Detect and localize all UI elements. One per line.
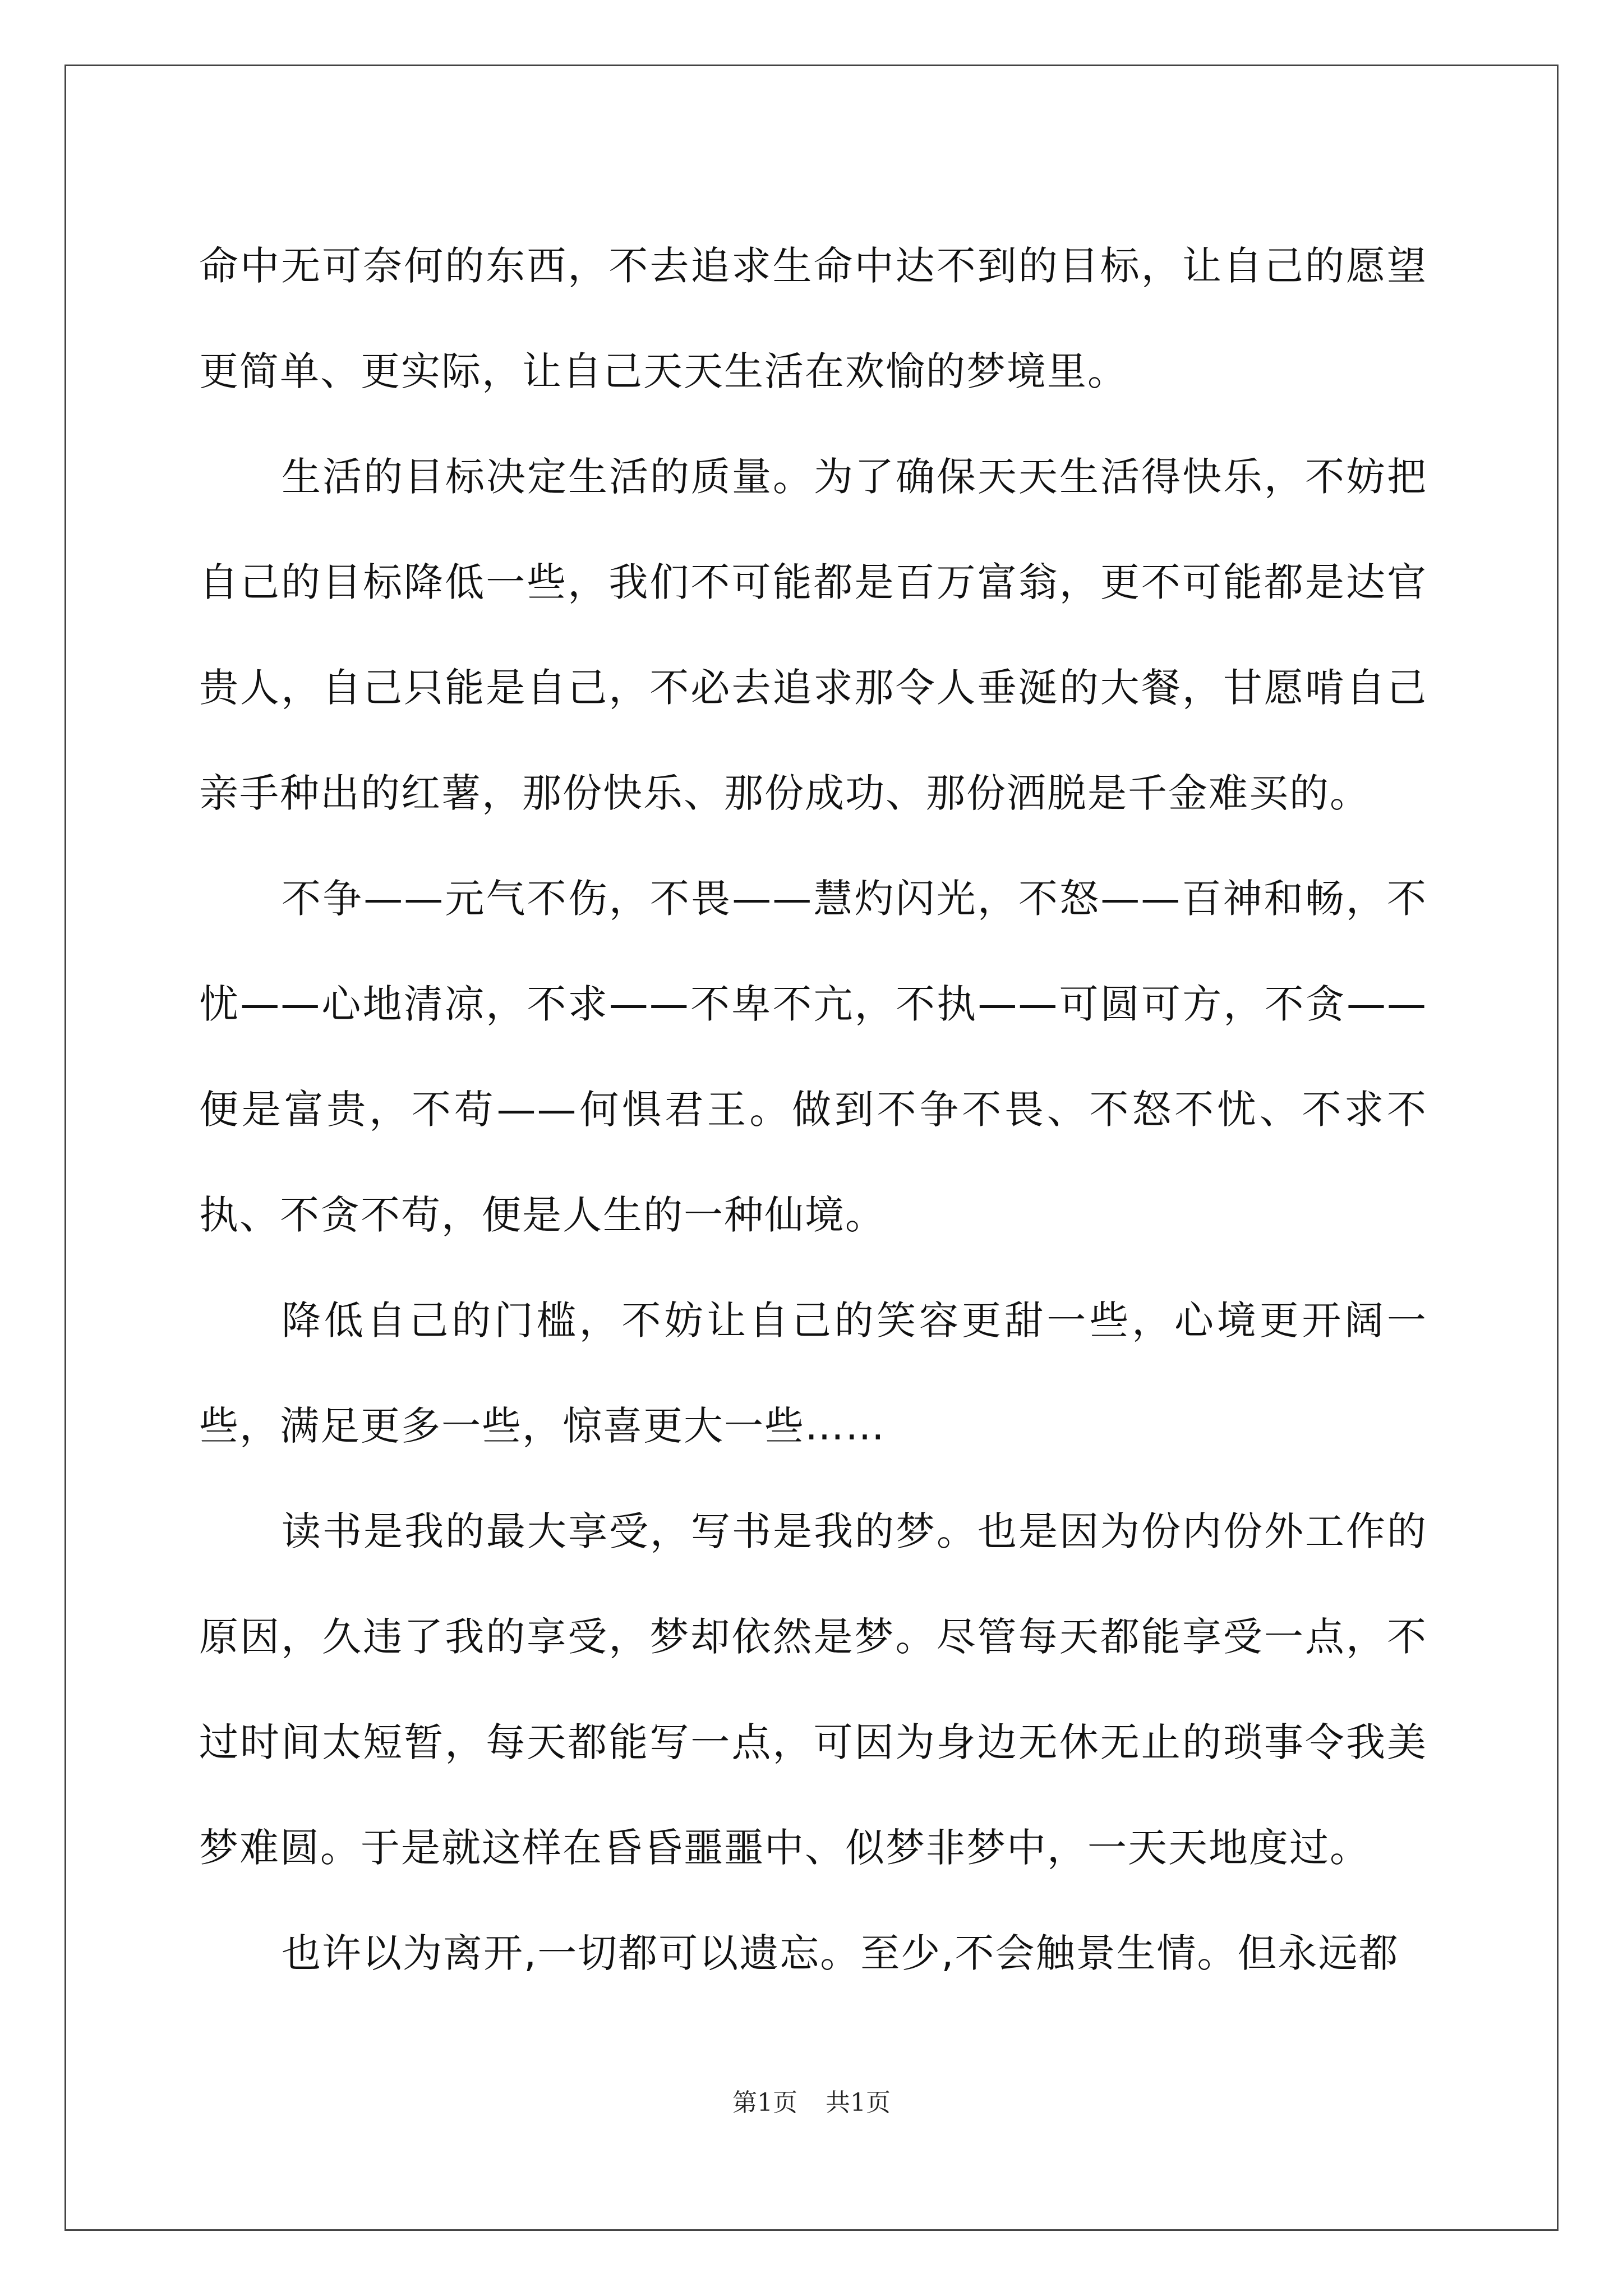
page-total: 共1页 (826, 2088, 891, 2117)
paragraph-6: 也许以为离开,一切都可以遗忘。至少,不会触景生情。但永远都 (282, 1930, 1399, 1976)
page-number: 第1页 (732, 2088, 797, 2117)
paragraph-5: 读书是我的最大享受，写书是我的梦。也是因为份内份外工作的原因，久违了我的享受，梦却依然是梦。尽管每天都能享受一点，不过时间太短暂，每天都能写一点，可因为身边无休无止的琐事令我美梦难圆。于是就这样在昏昏噩噩中、似梦非梦中，一天天地度过。 (199, 1508, 1427, 1871)
page-footer (0, 2082, 1623, 2118)
paragraph-2: 生活的目标决定生活的质量。为了确保天天生活得快乐，不妨把自己的目标降低一些，我们不可能都是百万富翁，更不可能都是达官贵人，自己只能是自己，不必去追求那令人垂涎的大餐，甘愿啃自己亲手种出的红薯，那份快乐、那份成功、那份洒脱是千金难买的。 (199, 454, 1427, 816)
paragraph-3: 不争——元气不伤，不畏——慧灼闪光，不怒——百神和畅，不忧——心地清凉，不求——不卑不亢，不执——可圆可方，不贪——便是富贵，不苟——何惧君王。做到不争不畏、不怒不忧、不求不执、不贪不苟，便是人生的一种仙境。 (199, 876, 1427, 1238)
document-body (199, 213, 1427, 2006)
paragraph-1: 命中无可奈何的东西，不去追求生命中达不到的目标，让自己的愿望更简单、更实际，让自己天天生活在欢愉的梦境里。 (199, 243, 1427, 394)
paragraph-4: 降低自己的门槛，不妨让自己的笑容更甜一些，心境更开阔一些，满足更多一些，惊喜更大一些…… (199, 1297, 1427, 1449)
